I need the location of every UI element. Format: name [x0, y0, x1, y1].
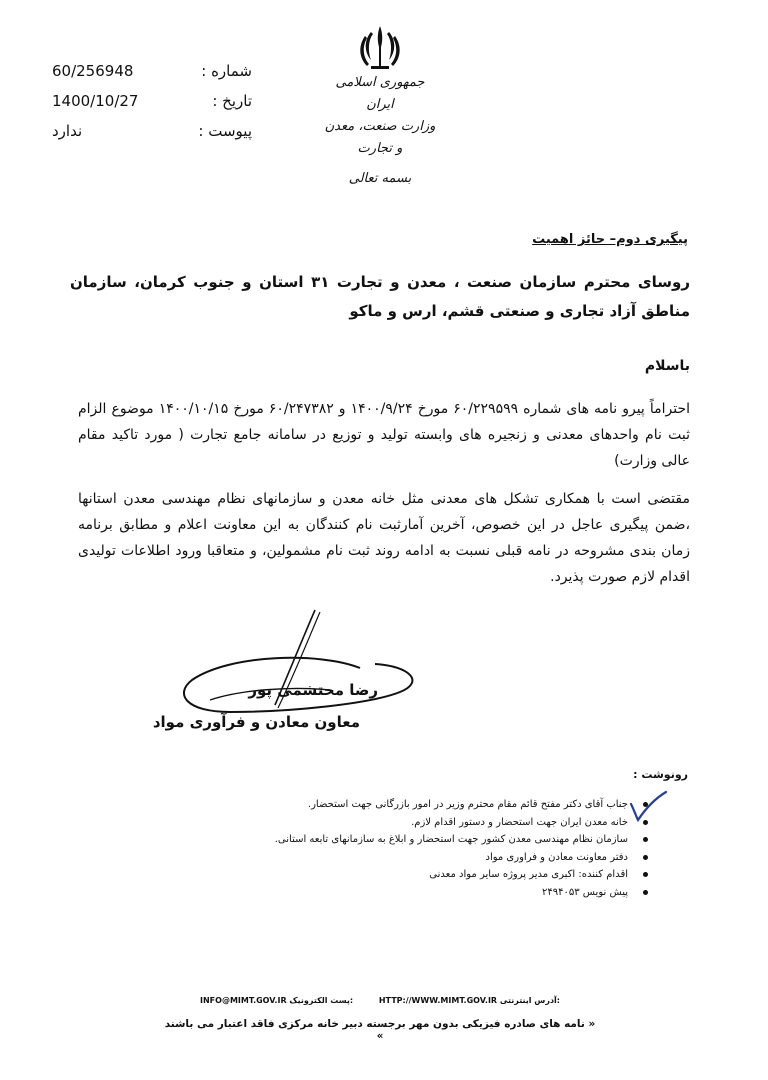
website-label: آدرس اینترنتی: — [499, 996, 560, 1005]
attachment-label: پیوست : — [198, 122, 252, 140]
signatory-title: معاون معادن و فرآوری مواد — [152, 713, 360, 731]
cc-item: جناب آقای دکتر مفتح قائم مقام محترم وزیر در امور بازرگانی جهت استحضار. — [208, 796, 628, 814]
footer-notice: « نامه های صادره فیزیکی بدون مهر برجسته دبیر خانه مرکزی فاقد اعتبار می باشند » — [164, 1018, 596, 1042]
body-paragraph-2: مقتضی است با همکاری تشکل های معدنی مثل خانه معدن و سازمانهای نظام مهندسی معدن استانها ،ضمن پیگیری عاجل در این خصوص، آخرین آمارثبت نام کنندگان به این معاونت اعلام و مطابق برنامه زمان بندی مشروحه در نامه قبلی نسبت به ادامه روند ثبت نام مشمولین، و متعاقبا ورود اطلاعات تولیدی اقدام لازم صورت پذیرد. — [78, 491, 690, 585]
cc-list — [208, 796, 628, 901]
number-value: 60/256948 — [52, 62, 134, 80]
bullet-icon — [643, 890, 648, 895]
footer-contacts — [200, 996, 560, 1005]
email-value: INFO@MIMT.GOV.IR — [200, 996, 287, 1005]
letter-meta — [52, 62, 252, 152]
recipients: روسای محترم سازمان صنعت ، معدن و تجارت ۳۱ استان و جنوب کرمان، سازمان مناطق آزاد تجاری و صنعتی قشم، ارس و ماکو — [70, 273, 690, 320]
footer-email — [200, 996, 353, 1005]
attachment-value: ندارد — [52, 122, 83, 140]
signatory-name: رضا محتشمی پور — [248, 681, 378, 699]
emblem-basmala: بسمه تعالی — [348, 171, 412, 186]
date-row — [52, 92, 252, 122]
email-label: پست الکترونیک: — [289, 996, 354, 1005]
cc-item: خانه معدن ایران جهت استحضار و دستور اقدام لازم. — [208, 814, 628, 832]
bullet-icon — [643, 872, 648, 877]
date-label: تاریخ : — [212, 92, 252, 110]
priority-tag: پیگیری دوم– حائز اهمیت — [532, 232, 688, 247]
cc-item: اقدام کننده: اکبری مدیر پروژه سایر مواد معدنی — [208, 866, 628, 884]
cc-label: رونوشت : — [633, 768, 688, 781]
date-value: 1400/10/27 — [52, 92, 139, 110]
cc-item: دفتر معاونت معادن و فراوری مواد — [208, 849, 628, 867]
website-value: HTTP://WWW.MIMT.GOV.IR — [378, 996, 498, 1005]
number-label: شماره : — [201, 62, 252, 80]
body-paragraph-1: احتراماً پیرو نامه های شماره ۶۰/۲۲۹۵۹۹ مورخ ۱۴۰۰/۹/۲۴ و ۶۰/۲۴۷۳۸۲ مورخ ۱۴۰۰/۱۰/۱۵ موضوع الزام ثبت نام واحدهای معدنی و زنجیره های وابسته تولید و توزیع در سامانه جامع تجارت ( مورد تاکید مقام عالی وزارت) — [78, 401, 690, 469]
cc-item: پیش نویس ۲۴۹۴۰۵۳ — [208, 884, 628, 902]
emblem-country: جمهوری اسلامی ایران — [335, 75, 425, 112]
cc-item: سازمان نظام مهندسی معدن کشور جهت استحضار و ابلاغ به سازمانهای تابعه استانی. — [208, 831, 628, 849]
checkmark-icon — [628, 790, 668, 824]
salutation: باسلام — [644, 358, 690, 374]
number-row — [52, 62, 252, 92]
bullet-icon — [643, 837, 648, 842]
ministry-emblem-block — [320, 22, 440, 190]
attachment-row — [52, 122, 252, 152]
emblem-ministry: وزارت صنعت، معدن و تجارت — [324, 119, 436, 156]
iran-emblem-icon — [355, 22, 405, 72]
bullet-icon — [643, 855, 648, 860]
footer-website — [379, 996, 560, 1005]
